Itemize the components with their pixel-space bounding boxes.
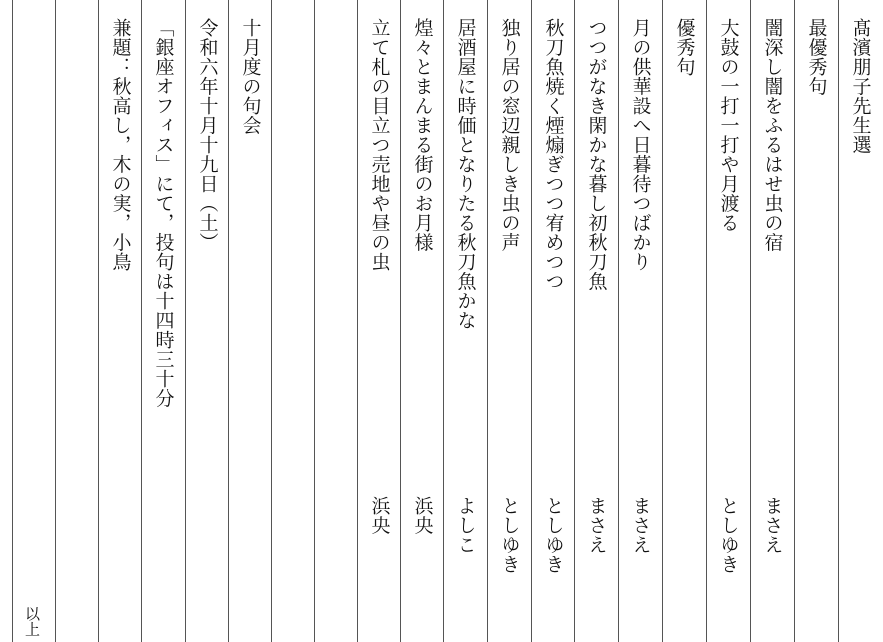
haiku-entry [358,18,400,642]
haiku-text: 立て札の目立つ売地や昼の虫 [368,18,391,272]
meeting-themes-column [99,18,141,642]
haiku-entry [488,18,530,642]
rule-line [314,0,315,642]
selector-title-column [839,18,881,642]
haiku-author: 浜央 [411,496,434,535]
haiku-text: 独り居の窓辺親しき虫の声 [498,18,521,252]
haiku-text: 月の供華設へ日暮待つばかり [629,18,652,272]
meeting-themes: 兼題：秋高し，木の実，小鳥 [109,18,132,272]
haiku-text: 秋刀魚焼く煙煽ぎつつ宥めつつ [542,18,565,291]
haiku-text: 闇深し闇をふるはせ虫の宿 [761,18,784,252]
rule-line [55,0,56,642]
haiku-entry [751,18,793,642]
meeting-title-column [229,18,271,642]
best-heading-column [795,18,837,642]
selector-title: 髙濱朋子先生選 [849,18,872,155]
meeting-venue-column [142,18,184,642]
haiku-text: 大鼓の一打一打や月渡る [717,18,740,233]
haiku-author: よしこ [454,496,477,555]
haiku-author: まさえ [629,496,652,555]
haiku-text: つつがなき閑かな暮し初秋刀魚 [585,18,608,291]
rule-line [12,0,13,642]
rule-line [271,0,272,642]
haiku-entry [532,18,574,642]
excellent-heading-column [663,18,705,642]
meeting-date-column [186,18,228,642]
haiku-author: 浜央 [368,496,391,535]
haiku-author: としゆき [542,496,565,574]
haiku-author: まさえ [761,496,784,555]
haiku-author: まさえ [585,496,608,555]
meeting-date: 令和六年十月十九日（土） [196,18,219,252]
excellent-heading: 優秀句 [673,18,696,77]
meeting-venue: 「銀座オフィス」にて，投句は十四時三十分 [152,18,175,408]
haiku-author: としゆき [717,496,740,574]
haiku-entry [707,18,749,642]
haiku-text: 煌々とまんまる街のお月様 [411,18,434,252]
haiku-entry [444,18,486,642]
haiku-author: としゆき [498,496,521,574]
haiku-entry [619,18,661,642]
haiku-entry [575,18,617,642]
meeting-title: 十月度の句会 [239,18,262,135]
closing-mark: 以上 [23,606,41,637]
haiku-text: 居酒屋に時価となりたる秋刀魚かな [454,18,477,330]
haiku-entry [401,18,443,642]
best-heading: 最優秀句 [805,18,828,96]
